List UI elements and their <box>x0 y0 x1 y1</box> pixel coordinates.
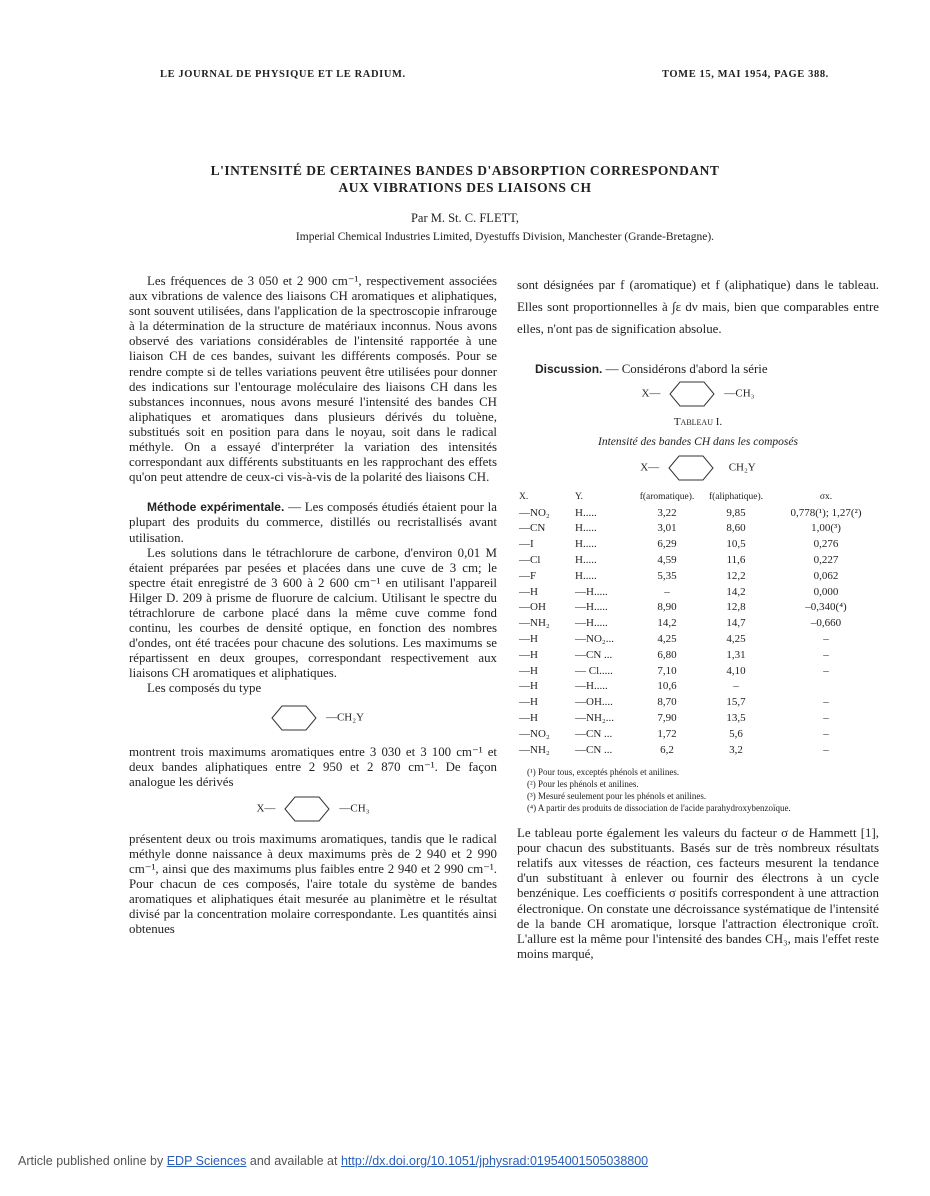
cell-y: —H..... <box>575 601 608 614</box>
cell-f-aliph: 13,5 <box>726 711 746 724</box>
structure-series <box>517 377 879 415</box>
presentent-paragraph: présentent deux ou trois maximums aromatiques, tandis que le radical méthyle donne naissance à deux maximums près de 2 940 et 2 990 cm⁻¹, ainsi que des maximums plus faibles entre 2 940 et 2 990 cm⁻¹. Pour chacun de ces composés, l'aire totale du système de bandes aromatiques et aliphatiques était mesurée au planimètre et le résultat divisé par la concentration molaire correspondante. Les quantités ainsi obtenues <box>129 831 497 937</box>
edp-sciences-link[interactable]: EDP Sciences <box>166 1154 247 1168</box>
cell-x: —CN <box>519 522 546 535</box>
methode-heading: Méthode expérimentale. <box>147 500 285 515</box>
publication-footer <box>18 1154 648 1168</box>
cell-y: —H..... <box>575 617 608 630</box>
structure-series-ch3: —CH₃ <box>724 387 755 400</box>
cell-f-arom: 1,72 <box>657 727 677 740</box>
cell-x: —H <box>519 648 538 661</box>
cell-f-aliph: 14,7 <box>726 617 746 630</box>
cell-x: —H <box>519 696 538 709</box>
structure-ch3-label: —CH₃ <box>339 802 370 815</box>
cell-y: —NH₂... <box>575 711 614 724</box>
cell-f-aliph: 15,7 <box>726 696 746 709</box>
benzene-ring-icon <box>275 794 339 824</box>
journal-header: LE JOURNAL DE PHYSIQUE ET LE RADIUM. <box>160 69 406 80</box>
benzene-ring-icon <box>262 703 326 733</box>
intensity-table <box>517 487 879 758</box>
cell-f-arom: 10,6 <box>657 680 677 693</box>
cell-f-arom: 8,90 <box>657 601 677 614</box>
cell-f-arom: 14,2 <box>657 617 677 630</box>
table-row <box>517 616 879 632</box>
after-table-paragraph: Le tableau porte également les valeurs du facteur σ de Hammett [1], pour chacun des substituants. Basés sur de très nombreux résultats relatifs aux vitesses de réaction, ces facteurs mesurent la tendance d'un substituant à enlever ou fournir des électrons à un cycle benzénique. Les coefficients σ positifs correspondent à une attraction électronique. On constate une décroissance systématique de l'intensité de la bande CH aromatique, lorsque l'attraction électronique croît. L'allure est la même pour l'intensité des bandes CH₃, mais l'effet reste moins marqué, <box>517 826 879 961</box>
cell-f-aliph: 4,10 <box>726 664 746 677</box>
cell-x: —H <box>519 680 538 693</box>
cell-y: H..... <box>575 569 597 582</box>
cell-f-aliph: 9,85 <box>726 506 746 519</box>
cell-y: — Cl..... <box>575 664 613 677</box>
cell-sigma: – <box>823 743 829 756</box>
footer-middle: and available at <box>249 1154 338 1168</box>
structure-x-ch3 <box>129 790 497 832</box>
cell-y: —CN ... <box>575 743 613 756</box>
cell-y: H..... <box>575 506 597 519</box>
cell-x: —OH <box>519 601 546 614</box>
benzene-ring-icon <box>660 379 724 409</box>
table-title: Tableau I. <box>673 416 723 429</box>
footnote-1: (¹) Pour tous, exceptés phénols et anilines. <box>527 767 680 778</box>
table-row <box>517 521 879 537</box>
table-caption: Intensité des bandes CH dans les composés <box>598 436 798 449</box>
structure-table <box>517 450 879 487</box>
cell-f-arom: 3,01 <box>657 522 677 535</box>
cell-f-arom: 4,59 <box>657 554 677 567</box>
structure-series-x: X— <box>641 387 661 400</box>
table-row <box>517 584 879 600</box>
cell-f-aliph: 11,6 <box>726 554 746 567</box>
table-footnotes <box>517 766 879 814</box>
table-row <box>517 553 879 569</box>
author: Par M. St. C. FLETT, <box>410 211 520 225</box>
cell-f-aliph: 4,25 <box>726 633 746 645</box>
cell-sigma: – <box>823 633 829 645</box>
cell-f-aliph: 8,60 <box>726 522 746 535</box>
cell-f-arom: – <box>664 585 670 598</box>
type-line: Les composés du type <box>147 681 262 696</box>
benzene-ring-icon <box>659 453 723 483</box>
article-title-line2: AUX VIBRATIONS DES LIAISONS CH <box>338 180 592 195</box>
cell-y: H..... <box>575 554 597 567</box>
cell-sigma: –0,660 <box>810 617 842 630</box>
cell-f-aliph: 3,2 <box>729 743 743 756</box>
cell-y: —CN ... <box>575 727 613 740</box>
cell-sigma: – <box>823 696 829 709</box>
cell-y: —CN ... <box>575 648 613 661</box>
cell-sigma: 0,062 <box>813 569 839 582</box>
cell-y: —NO₂... <box>575 633 614 645</box>
cell-y: —H..... <box>575 585 608 598</box>
cell-sigma: 0,778(¹); 1,27(²) <box>790 506 862 519</box>
methode-text: — Les composés étudiés étaient pour la plupart des produits du commerce, distillés ou recristallisés avant utilisation. <box>129 500 497 545</box>
cell-sigma: 0,000 <box>813 585 839 598</box>
table-header-row <box>517 487 879 505</box>
cell-sigma: 0,227 <box>813 554 839 567</box>
cell-sigma: –0,340(⁴) <box>805 601 847 614</box>
cell-f-arom: 6,2 <box>660 743 674 756</box>
cell-x: —Cl <box>519 554 541 567</box>
left-column <box>129 274 497 937</box>
cell-f-arom: 3,22 <box>657 506 677 519</box>
cell-f-arom: 6,29 <box>657 538 677 551</box>
solutions-paragraph: Les solutions dans le tétrachlorure de carbone, d'environ 0,01 M étaient préparées par pesées et placées dans une cuve de 3 cm; le spectre était enregistré de 3 600 à 2 600 cm⁻¹ en utilisant l'appareil Hilger D. 209 à prisme de fluorure de calcium. Utilisant le spectre du tétrachlorure de carbone placé dans la même cuve comme fond continu, les courbes de densité optique, en fonction des nombres d'ondes, ont été tracées pour chacune des solutions. Les maximums se répartissent en deux groupes, correspondant respectivement aux liaisons CH aromatiques et aliphatiques. <box>129 545 497 681</box>
cell-x: —H <box>519 585 538 598</box>
structure-table-x: X— <box>640 461 660 474</box>
table-row <box>517 600 879 616</box>
cell-sigma: – <box>823 727 829 740</box>
col-header-f-aliph: f(aliphatique). <box>708 492 764 503</box>
cell-sigma: – <box>823 648 829 661</box>
table-row <box>517 663 879 679</box>
structure-table-ch2y: CH₂Y <box>728 461 756 474</box>
table-row <box>517 726 879 742</box>
cell-sigma: – <box>823 664 829 677</box>
cell-sigma: – <box>823 711 829 724</box>
cell-x: —H <box>519 633 538 645</box>
footer-prefix: Article published online by <box>18 1154 164 1168</box>
discussion-heading: Discussion. <box>535 362 603 376</box>
cell-f-aliph: 1,31 <box>726 648 746 661</box>
cell-y: H..... <box>575 522 597 535</box>
intro-paragraph: Les fréquences de 3 050 et 2 900 cm⁻¹, respectivement associées aux vibrations de valence des liaisons CH aromatiques et aliphatiques, sont souvent utilisées, dans l'application de la spectroscopie infrarouge à la détermination de la structure de matériaux inconnus. Nous avons observé des variations considérables de l'intensité rapportée à une liaison CH de ces bandes, suivant les différents composés. Pour se rendre compte si de telles variations peuvent être utilisées pour donner des indications sur l'entourage moléculaire des liaisons CH dans les substances inconnues, nous avons mesuré l'intensité des bandes CH aliphatiques et aromatiques dans plusieurs dérivés du toluène, substitués soit en position para dans le noyau, soit dans le radical méthyle. On a essayé d'interpréter la variation des intensités correspondant aux différents substituants en les rapprochant des effets qu'on peut attendre de ceux-ci vis-à-vis de la polarité des liaisons CH. <box>129 274 497 485</box>
footnote-3: (³) Mesuré seulement pour les phénols et anilines. <box>527 791 707 802</box>
doi-link[interactable]: http://dx.doi.org/10.1051/jphysrad:01954001505038800 <box>340 1154 649 1168</box>
table-row <box>517 537 879 553</box>
continuation-paragraph: sont désignées par f (aromatique) et f (aliphatique) dans le tableau. Elles sont proportionnelles à ∫ε dν mais, bien que comparables entre elles, n'ont pas de signification absolue. <box>517 278 879 336</box>
cell-f-arom: 5,35 <box>657 569 677 582</box>
table-row <box>517 711 879 727</box>
table-row <box>517 695 879 711</box>
cell-f-arom: 6,80 <box>657 648 677 661</box>
cell-f-aliph: 10,5 <box>726 538 746 551</box>
cell-f-aliph: 12,8 <box>726 601 746 614</box>
affiliation: Imperial Chemical Industries Limited, Dyestuffs Division, Manchester (Grande-Bretagne). <box>295 231 715 243</box>
cell-sigma: 1,00(³) <box>811 522 841 535</box>
cell-x: —NH₂ <box>519 743 550 756</box>
cell-x: —NH₂ <box>519 617 550 630</box>
table-body <box>517 505 879 758</box>
cell-f-arom: 7,10 <box>657 664 677 677</box>
article-title-line1: L'INTENSITÉ DE CERTAINES BANDES D'ABSORPTION CORRESPONDANT <box>210 163 720 178</box>
cell-f-aliph: – <box>733 680 739 693</box>
cell-x: —NO₂ <box>519 506 550 519</box>
cell-sigma <box>773 679 879 695</box>
cell-f-arom: 4,25 <box>657 633 677 645</box>
cell-sigma: 0,276 <box>813 538 839 551</box>
cell-y: —OH.... <box>575 696 613 709</box>
cell-f-aliph: 14,2 <box>726 585 746 598</box>
col-header-y: Y. <box>575 492 584 503</box>
cell-f-arom: 7,90 <box>657 711 677 724</box>
cell-f-aliph: 12,2 <box>726 569 746 582</box>
table-row <box>517 568 879 584</box>
col-header-f-arom: f(aromatique). <box>639 492 695 503</box>
table-row <box>517 647 879 663</box>
cell-f-aliph: 5,6 <box>729 727 743 740</box>
cell-x: —NO₂ <box>519 727 550 740</box>
right-column <box>517 274 879 962</box>
discussion-text: — Considérons d'abord la série <box>602 362 768 376</box>
table-row <box>517 505 879 521</box>
cell-y: H..... <box>575 538 597 551</box>
cell-f-arom: 8,70 <box>657 696 677 709</box>
cell-x: —I <box>519 538 534 551</box>
montrent-paragraph: montrent trois maximums aromatiques entre 3 030 et 3 100 cm⁻¹ et deux bandes aliphatiques entre 2 950 et 2 870 cm⁻¹. De façon analogue les dérivés <box>129 744 497 789</box>
col-header-sigma: σx. <box>819 492 833 503</box>
table-row <box>517 679 879 695</box>
footnote-4: (⁴) A partir des produits de dissociation de l'acide parahydroxybenzoïque. <box>527 803 791 814</box>
cell-y: —H..... <box>575 680 608 693</box>
table-row <box>517 632 879 648</box>
footnote-2: (²) Pour les phénols et anilines. <box>527 779 639 790</box>
cell-x: —H <box>519 711 538 724</box>
volume-header: TOME 15, MAI 1954, PAGE 388. <box>662 69 829 80</box>
cell-x: —H <box>519 664 538 677</box>
col-header-x: X. <box>519 492 529 503</box>
cell-x: —F <box>519 569 537 582</box>
structure-ch2y-label: —CH₂Y <box>325 711 365 724</box>
table-row <box>517 742 879 758</box>
structure-ch2y <box>129 697 497 745</box>
structure-x-label: X— <box>256 802 276 815</box>
